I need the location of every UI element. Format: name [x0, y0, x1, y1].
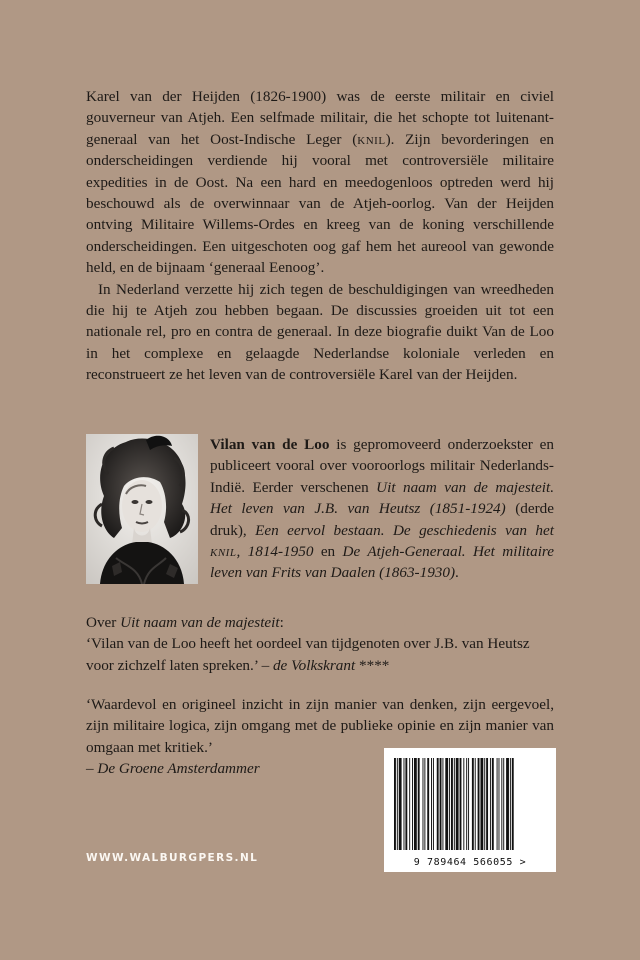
review-stars: ****	[355, 656, 390, 674]
author-bio-text-3: en	[313, 543, 343, 561]
author-name: Vilan van de Loo	[210, 436, 330, 453]
review-quote	[86, 633, 554, 676]
barcode-bar	[503, 758, 504, 850]
review-intro-title: Uit naam van de majesteit	[120, 614, 280, 631]
author-bio-text-1: is gepromoveerd onderzoekster en publiceert vooral over vooroorlogs militair Nederlands-Indië. Eerder verschenen	[210, 436, 554, 496]
barcode-bar	[431, 758, 432, 850]
barcode-bar	[412, 758, 413, 850]
barcode-bar	[397, 758, 398, 850]
author-bio-text-2: (derde druk),	[210, 500, 554, 539]
blurb-paragraph-2: In Nederland verzette hij zich tegen de beschuldigingen van wreedheden die hij te Atjeh zou hebben begaan. De discussies groeiden uit tot een nationale rel, pro en contra de generaal. In deze biografie duikt Van de Loo in het complexe en gelaagde Nederlandse koloniale verleden en reconstrueert ze het leven van de controversiële Karel van der Heijden.	[86, 280, 554, 384]
isbn-digits: 9 789464 566055 >	[413, 857, 527, 868]
barcode-bar	[437, 758, 439, 850]
barcode-bar	[466, 758, 467, 850]
barcode-bar	[418, 758, 420, 850]
barcode-bar	[460, 758, 462, 850]
barcode-bar	[472, 758, 474, 850]
barcode-bar	[463, 758, 464, 850]
barcode-bar	[475, 758, 476, 850]
barcode-bar	[486, 758, 488, 850]
barcode-bar	[506, 758, 509, 850]
review-intro-colon: :	[279, 614, 284, 631]
barcode-bar	[433, 758, 434, 850]
author-section	[86, 434, 554, 586]
barcode-bar	[409, 758, 410, 850]
barcode-bar	[456, 758, 459, 850]
barcode-bar	[497, 758, 498, 850]
review-quote-text: ‘Vilan van de Loo heeft het oordeel van tijdgenoten over J.B. van Heutsz voor zichzelf laten spreken.’	[86, 635, 530, 674]
barcode-bar	[451, 758, 453, 850]
barcode-bar	[449, 758, 450, 850]
review-source: – de Volkskrant	[261, 656, 356, 674]
blurb-p1-text: Karel van der Heijden (1826-1900) was de eerste militair en civiel gouverneur van Atjeh. Een selfmade militair, die het schopte tot luitenant-generaal van het Oost-Indische Leger (	[86, 88, 554, 148]
publisher-website[interactable]: WWW.WALBURGPERS.NL	[86, 852, 259, 864]
barcode-bar	[490, 758, 491, 850]
barcode-bar	[423, 758, 424, 850]
book-blurb	[86, 86, 554, 386]
barcode-bar	[405, 758, 407, 850]
author-bio-end: .	[455, 564, 459, 582]
barcode-bar	[510, 758, 511, 850]
book-title-2-years: , 1814-1950	[236, 543, 314, 561]
review-intro-text: Over	[86, 614, 121, 631]
barcode-bar	[414, 758, 417, 850]
barcode-bar	[399, 758, 402, 850]
barcode-bar	[404, 758, 405, 850]
barcode-bar	[484, 758, 485, 850]
book-title-2-abbr: knil	[210, 543, 237, 561]
blurb-p1-rest: ). Zijn bevorderingen en onderscheidingen verdiende hij vooral met controversiële militaire expedities in de Oost. Na een hard en meedogenloos optreden werd hij beschouwd als de overwinnaar van de Atjeh-oorlog. Van der Heijden ontving Militaire Willems-Ordes en kreeg van de koning verschillende onderscheidingen. Een uitgeschoten oog gaf hem het aureool van gewonde held, en de bijnaam ‘generaal Eenoog’.	[86, 130, 554, 277]
book-title-2-text: Een eervol bestaan. De geschiedenis van het	[255, 521, 554, 539]
barcode-bar	[480, 758, 483, 850]
barcode-bar	[424, 758, 425, 850]
barcode-bar	[454, 758, 455, 850]
book-title-1: Uit naam van de majesteit. Het leven van J.B. van Heutsz (1851-1924)	[210, 478, 554, 518]
barcode-bars	[392, 758, 548, 850]
review-source: – De Groene Amsterdammer	[86, 760, 260, 778]
barcode-bar	[512, 758, 514, 850]
barcode-bar	[501, 758, 502, 850]
review-volkskrant	[86, 612, 554, 676]
barcode-bar	[442, 758, 443, 850]
barcode-bar	[445, 758, 448, 850]
author-bio	[210, 434, 554, 584]
barcode-bar	[478, 758, 480, 850]
barcode-bar	[427, 758, 429, 850]
barcode-bar	[499, 758, 500, 850]
review-intro	[86, 612, 554, 633]
isbn-barcode	[384, 748, 556, 872]
barcode-bar	[440, 758, 442, 850]
barcode-bar	[394, 758, 396, 850]
knil-abbr: knil	[357, 130, 386, 148]
review-quote: ‘Waardevol en origineel inzicht in zijn manier van denken, zijn eergevoel, zijn militaire logica, zijn omgang met de publieke opinie en zijn manier van omgaan met kritiek.’	[86, 696, 554, 756]
blurb-paragraph-1	[86, 86, 554, 279]
barcode-bar	[492, 758, 494, 850]
book-title-3: De Atjeh-Generaal. Het militaire leven van Frits van Daalen (1863-1930)	[210, 543, 555, 582]
barcode-bar	[468, 758, 469, 850]
author-photo	[86, 434, 198, 584]
